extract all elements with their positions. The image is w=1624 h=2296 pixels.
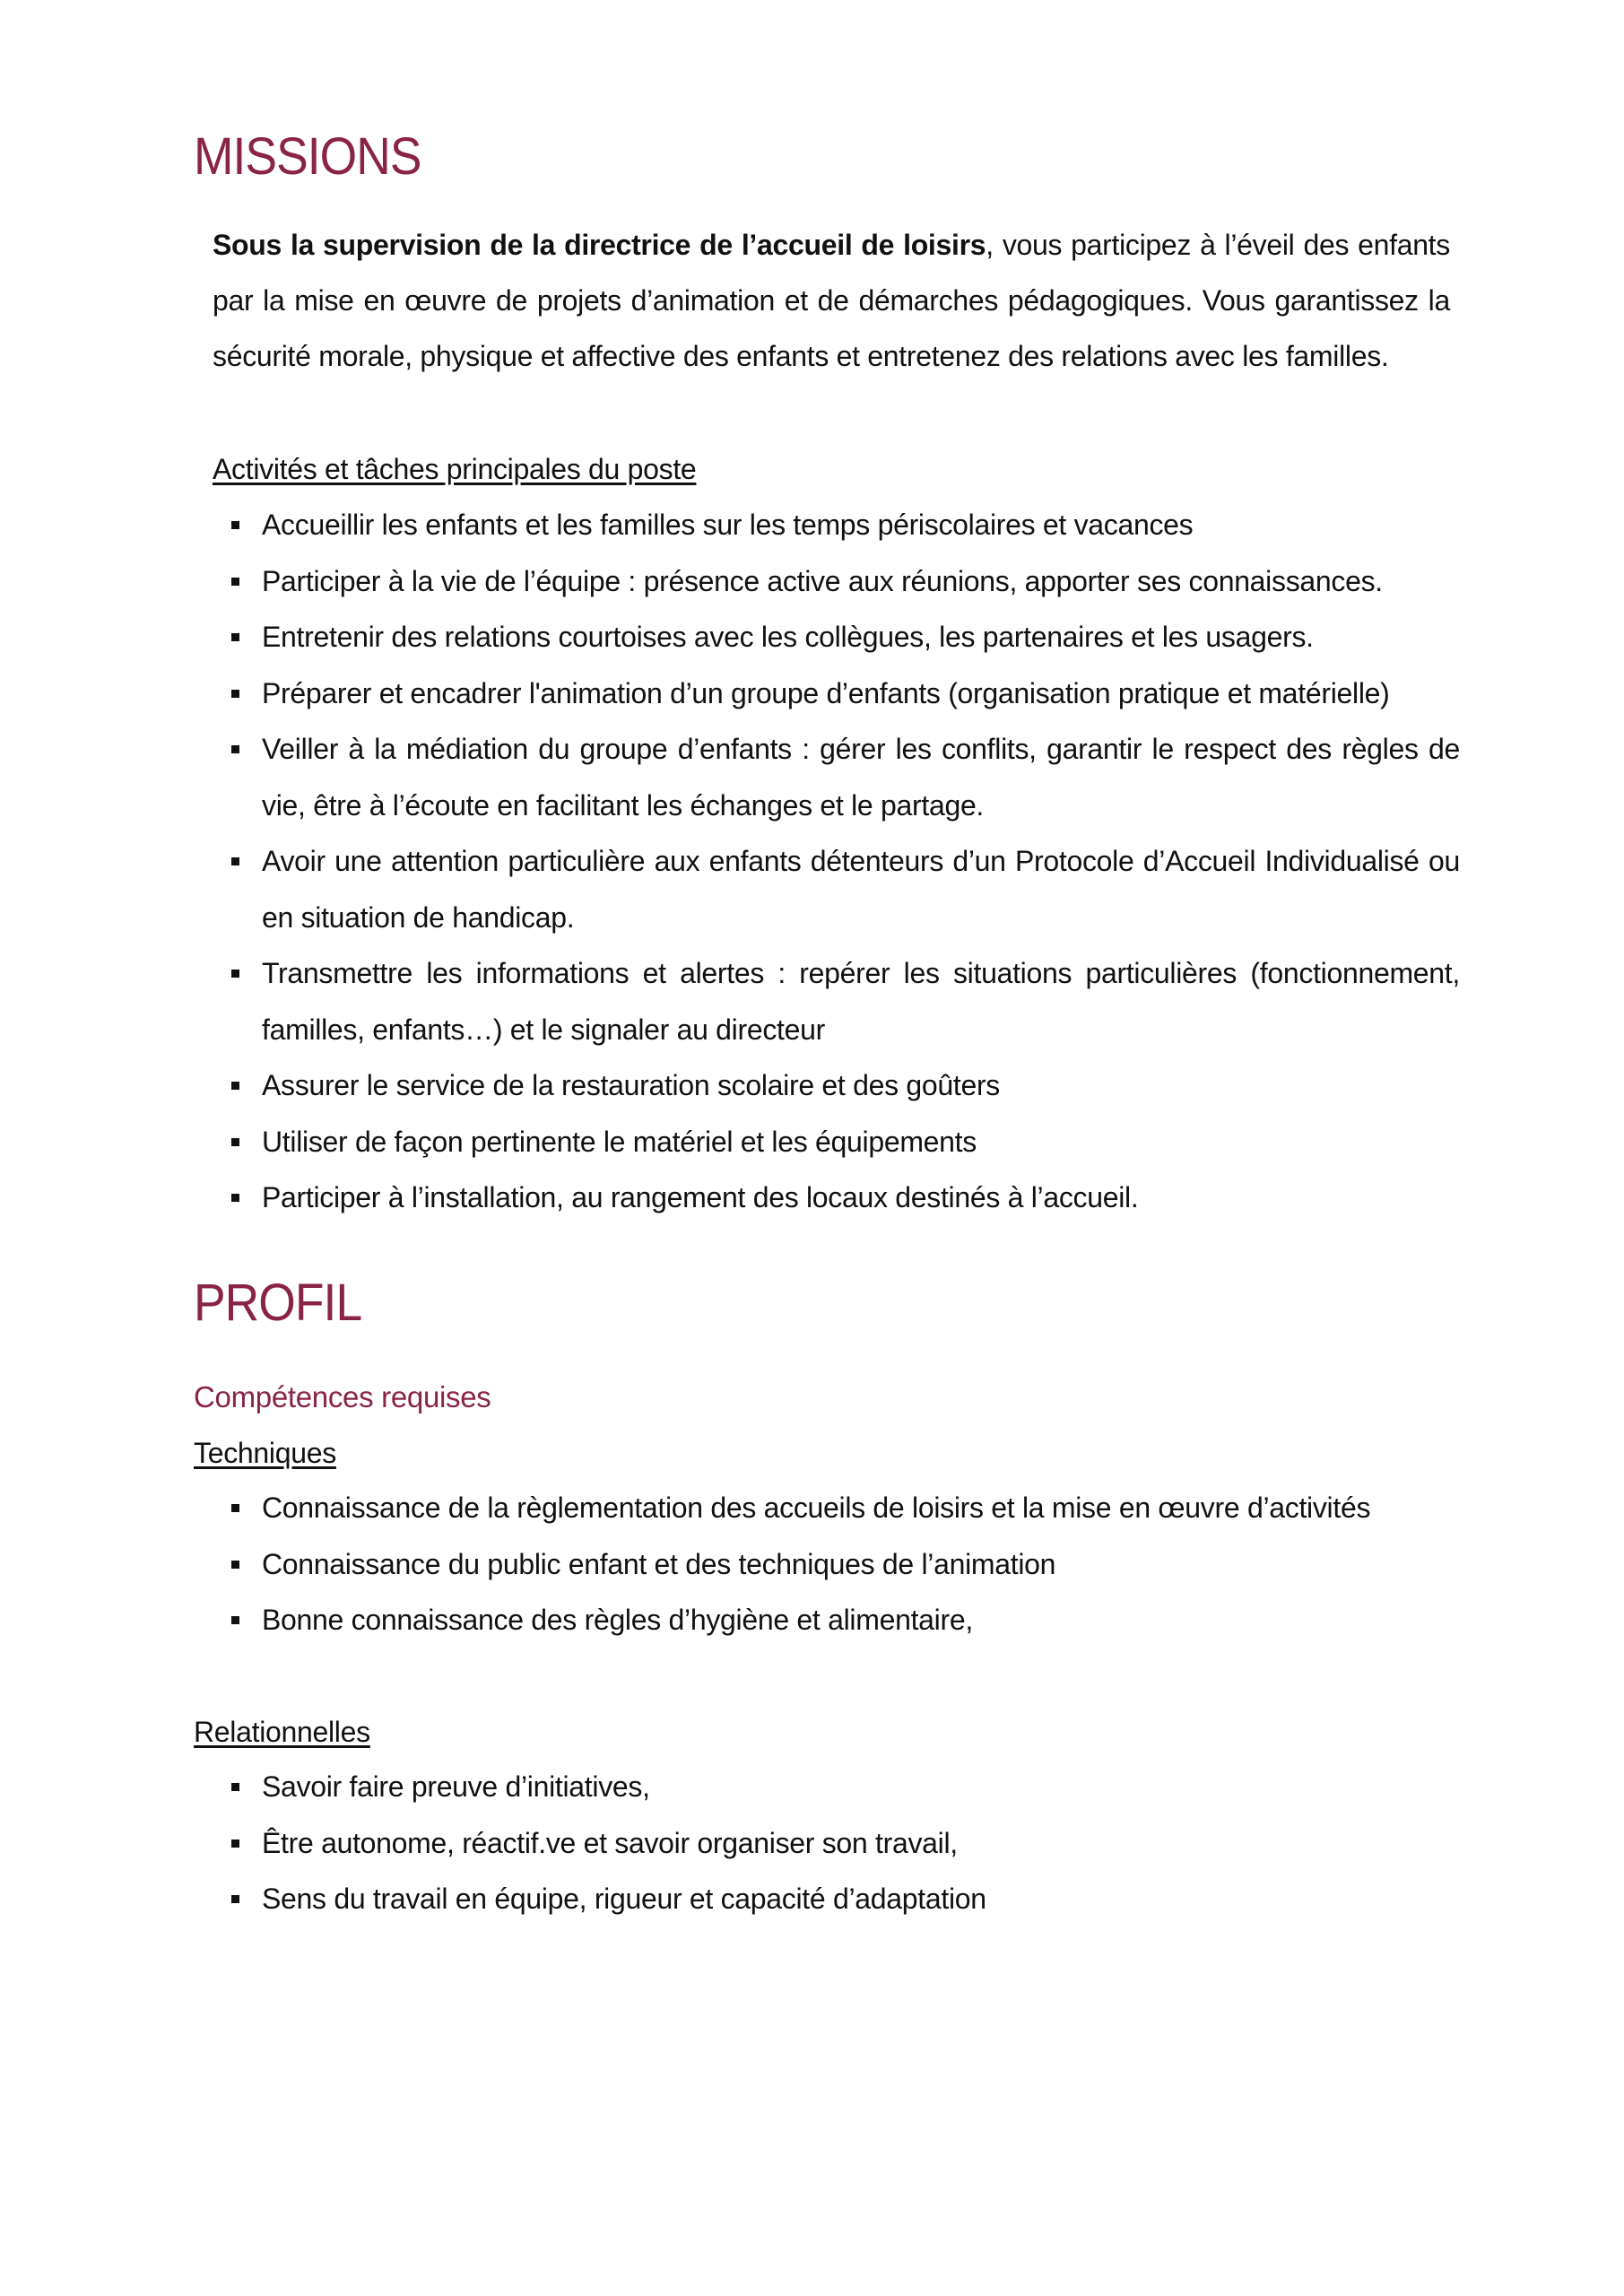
list-item: [231, 1114, 1460, 1170]
missions-intro-bold: Sous la supervision de la directrice de l’accueil de loisirs: [213, 229, 986, 261]
list-item-text: Savoir faire preuve d’initiatives,: [262, 1770, 650, 1803]
square-bullet-icon: [231, 1194, 239, 1202]
list-item-text: Participer à la vie de l’équipe : présence active aux réunions, apporter ses connaissances.: [262, 564, 1383, 597]
list-item: [231, 497, 1460, 553]
list-item: [231, 665, 1460, 722]
square-bullet-icon: [231, 970, 239, 978]
activities-heading: Activités et tâches principales du poste: [213, 453, 697, 485]
relationnelles-heading: Relationnelles: [194, 1716, 370, 1748]
list-item-text: Accueillir les enfants et les familles sur les temps périscolaires et vacances: [262, 509, 1194, 541]
list-item-text: Être autonome, réactif.ve et savoir organiser son travail,: [262, 1826, 958, 1859]
square-bullet-icon: [231, 578, 239, 586]
list-item: [231, 553, 1460, 610]
relationnelles-list: [231, 1759, 1460, 1927]
list-item-text: Assurer le service de la restauration scolaire et des goûters: [262, 1069, 1000, 1101]
list-item-text: Sens du travail en équipe, rigueur et capacité d’adaptation: [262, 1883, 986, 1915]
square-bullet-icon: [231, 1504, 239, 1512]
square-bullet-icon: [231, 1138, 239, 1146]
list-item: [231, 1871, 1460, 1927]
list-item-text: Connaissance du public enfant et des techniques de l’animation: [262, 1547, 1056, 1580]
profil-title: PROFIL: [194, 1274, 362, 1332]
techniques-heading: Techniques: [194, 1437, 336, 1469]
square-bullet-icon: [231, 521, 239, 529]
list-item: [231, 1536, 1460, 1593]
list-item: [231, 1170, 1460, 1226]
list-item-text: Participer à l’installation, au rangement des locaux destinés à l’accueil.: [262, 1181, 1139, 1213]
list-item-text: Connaissance de la règlementation des accueils de loisirs et la mise en œuvre d’activités: [262, 1492, 1371, 1524]
list-item: [231, 1480, 1460, 1536]
list-item-text: Veiller à la médiation du groupe d’enfants : gérer les conflits, garantir le respect des règles de vie, être à l’écoute en facilitant les échanges et le partage.: [262, 733, 1460, 822]
list-item: [231, 945, 1460, 1057]
square-bullet-icon: [231, 1616, 239, 1624]
list-item: [231, 1815, 1460, 1872]
missions-intro: [213, 217, 1450, 384]
list-item-text: Avoir une attention particulière aux enfants détenteurs d’un Protocole d’Accueil Individualisé ou en situation de handicap.: [262, 845, 1460, 934]
square-bullet-icon: [231, 745, 239, 753]
square-bullet-icon: [231, 633, 239, 641]
list-item: [231, 1592, 1460, 1648]
activities-list: [231, 497, 1460, 1226]
list-item-text: Entretenir des relations courtoises avec les collègues, les partenaires et les usagers.: [262, 621, 1314, 653]
list-item: [231, 1759, 1460, 1815]
square-bullet-icon: [231, 1839, 239, 1848]
list-item: [231, 1057, 1460, 1114]
list-item: [231, 721, 1460, 833]
list-item: [231, 609, 1460, 665]
list-item-text: Utiliser de façon pertinente le matériel et les équipements: [262, 1125, 977, 1158]
list-item: [231, 833, 1460, 945]
square-bullet-icon: [231, 690, 239, 698]
list-item-text: Transmettre les informations et alertes : repérer les situations particulières (fonctionnement, familles, enfants…) et le signaler au directeur: [262, 957, 1460, 1046]
missions-intro-text: , vous participez à l’éveil des enfants par la mise en œuvre de projets d’animation et de démarches pédagogiques. Vous garantissez la sécurité morale, physique et affective des enfants et entretenez des relations avec les familles.: [213, 229, 1450, 372]
square-bullet-icon: [231, 1082, 239, 1090]
square-bullet-icon: [231, 1783, 239, 1791]
missions-title: MISSIONS: [194, 127, 421, 186]
techniques-list: [231, 1480, 1460, 1648]
competences-heading: Compétences requises: [194, 1380, 491, 1413]
square-bullet-icon: [231, 1895, 239, 1903]
list-item-text: Préparer et encadrer l'animation d’un groupe d’enfants (organisation pratique et matérielle): [262, 676, 1390, 709]
square-bullet-icon: [231, 1561, 239, 1569]
square-bullet-icon: [231, 857, 239, 865]
list-item-text: Bonne connaissance des règles d’hygiène et alimentaire,: [262, 1604, 973, 1636]
